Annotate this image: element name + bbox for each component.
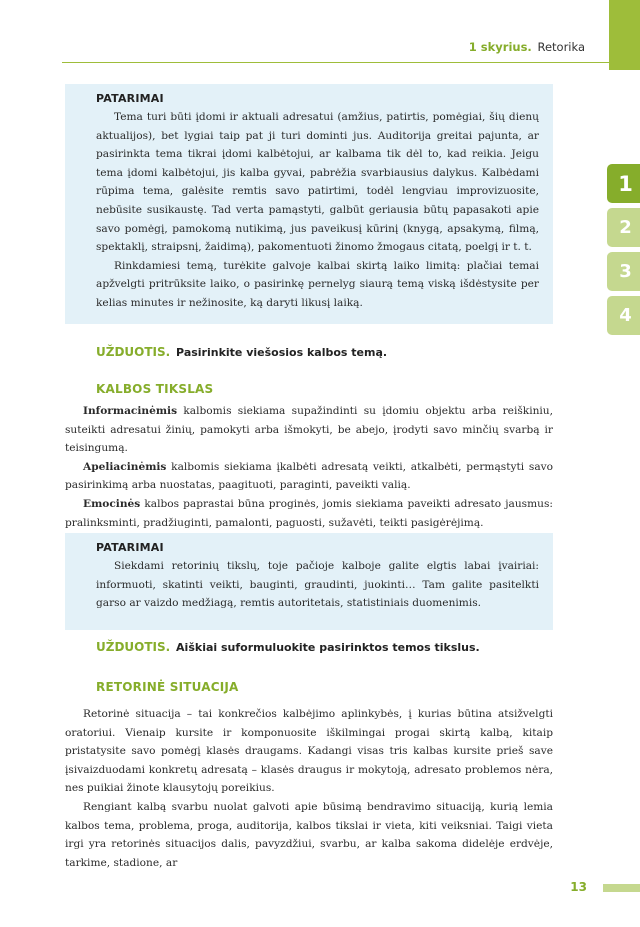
tips-paragraph: Siekdami retorinių tikslų, toje pačioje kalboje galite elgtis labai įvairiai: informuoti, skatinti veikti, bauginti, graudinti, juokinti… Tam galite pasitelkti garso ar vaizdo medžiagą, remtis autoritetais, statistiniais duomenimis. xyxy=(96,560,539,610)
body-paragraph xyxy=(65,495,553,532)
task-1 xyxy=(96,345,387,359)
corner-accent-bar xyxy=(609,0,640,70)
header-rule xyxy=(62,62,610,63)
body-text: kalbos paprastai būna proginės, jomis siekiama paveikti adresato jausmus: pralinksminti, pradžiuginti, pamalonti, paguosti, sužavėti, teikti pasigėrėjimą. xyxy=(65,497,553,529)
term-appellative: Apeliacinėmis xyxy=(83,460,167,473)
body-text: kalbomis siekiama įkalbėti adresatą veikti, atkalbėti, permąstyti savo pasirinkimą arba nuostatas, paagituoti, paraginti, paveikti valią. xyxy=(65,460,553,492)
body-text: kalbomis siekiama supažindinti su įdomiu objektu arba reiškiniu, suteikti adresatui žinių, pamokyti arba išmokyti, be abejo, įrodyti savo minčių svarbą ir teisingumą. xyxy=(65,405,553,455)
task-2 xyxy=(96,640,480,654)
tips-title: PATARIMAI xyxy=(96,92,164,105)
task-text: Pasirinkite viešosios kalbos temą. xyxy=(176,346,388,359)
chapter-tab-2[interactable]: 2 xyxy=(607,208,640,247)
body-paragraph xyxy=(65,402,553,458)
task-label: UŽDUOTIS. xyxy=(96,640,171,654)
chapter-tab-1[interactable]: 1 xyxy=(607,164,640,203)
tips-paragraph: Rinkdamiesi temą, turėkite galvoje kalbai skirtą laiko limitą: plačiai temai apžvelgti pritrūksite laiko, o pasirinkę pernelyg siaurą temą viską išdėstysite per kelias minutes ir nežinosite, ką daryti likusį laiką. xyxy=(96,259,539,309)
chapter-tab-3[interactable]: 3 xyxy=(607,252,640,291)
tips-title: PATARIMAI xyxy=(96,541,164,554)
chapter-tabs xyxy=(607,164,640,340)
page-number: 13 xyxy=(570,880,587,894)
body-paragraph xyxy=(65,458,553,495)
footer-accent-bar xyxy=(603,884,640,892)
task-label: UŽDUOTIS. xyxy=(96,345,171,359)
task-text: Aiškiai suformuluokite pasirinktos temos tikslus. xyxy=(176,641,480,654)
tips-box-2 xyxy=(65,533,553,630)
body-paragraph: Rengiant kalbą svarbu nuolat galvoti apie būsimą bendravimo situaciją, kurią lemia kalbos tema, problema, proga, auditorija, kalbos tikslai ir vieta, kiti veiksniai. Taigi vieta irgi yra retorinės situacijos dalis, pavyzdžiui, svarbu, ar kalba sakoma didelėje erdvėje, tarkime, stadione, ar xyxy=(65,800,553,869)
term-emotional: Emocinės xyxy=(83,497,141,510)
chapter-title: Retorika xyxy=(537,40,585,54)
term-informational: Informacinėmis xyxy=(83,405,178,417)
body-paragraph: Retorinė situacija – tai konkrečios kalbėjimo aplinkybės, į kurias būtina atsižvelgti oratoriui. Vienaip kursite ir komponuosite iškilmingai progai skirtą kalbą, kitaip pristatysite savo pomėgį klasės draugams. Kadangi visas tris kalbas kursite prieš save įsivaizduodami konkretų adresatą – klasės draugus ir mokytoją, adresato problemos nėra, nes puikiai žinote klausytojų poreikius. xyxy=(65,708,553,795)
section-situation-body xyxy=(65,705,553,872)
chapter-number: 1 skyrius. xyxy=(468,40,532,54)
chapter-tab-4[interactable]: 4 xyxy=(607,296,640,335)
tips-paragraph: Tema turi būti įdomi ir aktuali adresatui (amžius, patirtis, pomėgiai, šių dienų aktualijos), bet lygiai taip pat ji turi dominti jus. Auditorija greitai pajunta, ar pasirinkta tema tikrai įdomi kalbėtojui, ar kalbama tik dėl to, kad reikia. Jeigu tema įdomi kalbėtojui, jis kalba gyvai, pabrėžia svarbiausius dalykus. Kalbėdami rūpima tema, galėsite remtis savo patirtimi, todėl lengviau improvizuosite, nebūsite susikaustę. Tad verta pamąstyti, galbūt geriausia būtų papasakoti apie savo pomėgį, pamokomą nutikimą, jus paveikusį kūrinį (knygą, apsakymą, filmą, spektaklį, straipsnį, žaidimą), pakomentuoti žinomo žmogaus citatą, poelgį ir t. t. xyxy=(96,111,539,254)
tips-box-1 xyxy=(65,84,553,324)
section-goal-body xyxy=(65,402,553,532)
section-heading-situation: RETORINĖ SITUACIJA xyxy=(96,680,239,694)
section-heading-goal: KALBOS TIKSLAS xyxy=(96,382,214,396)
running-header xyxy=(469,40,585,54)
